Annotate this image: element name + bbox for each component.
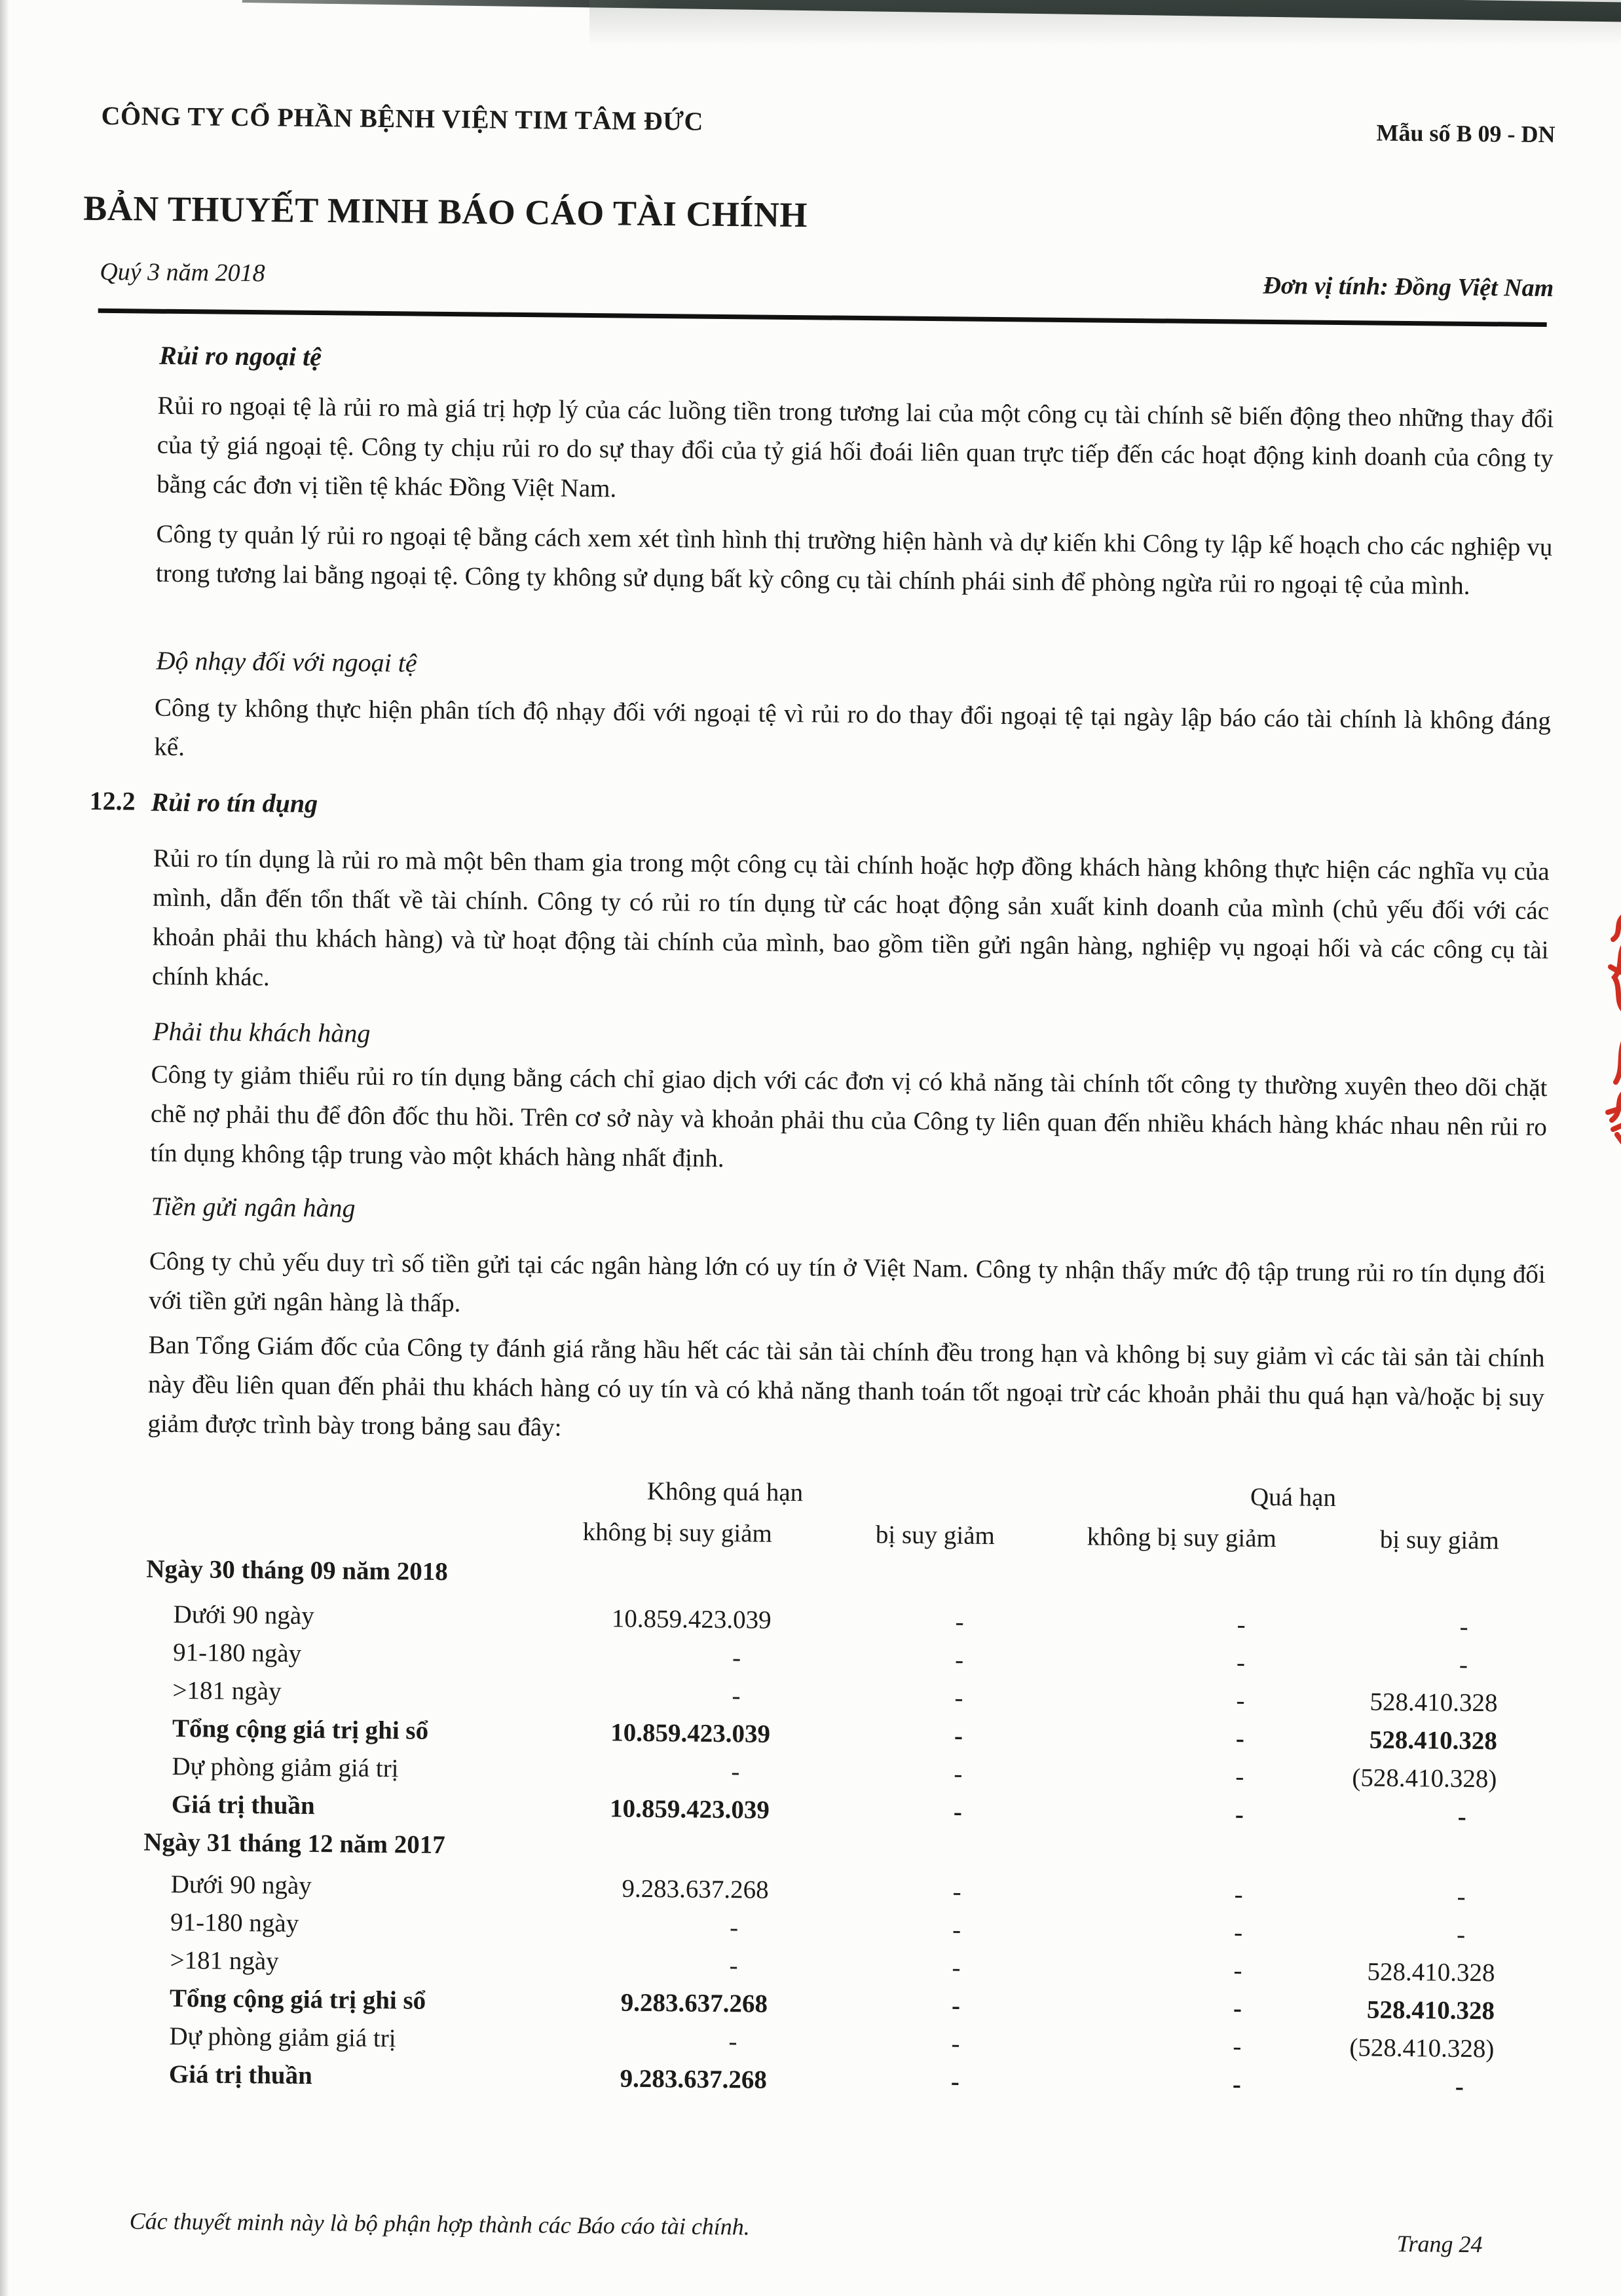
paragraph-fx-3: Công ty không thực hiện phân tích độ nhạy đối với ngoại tệ vì rủi ro do thay đổi ngoại tệ tại ngày lập báo cáo tài chính là không đáng kể.	[154, 693, 1552, 762]
heading-fx-sensitivity: Độ nhạy đối với ngoại tệ	[156, 645, 417, 678]
cell: -	[1457, 1802, 1467, 1831]
heading-bank-deposits: Tiền gửi ngân hàng	[151, 1191, 356, 1223]
cell: 528.410.328	[1366, 1995, 1495, 2025]
row-label: 91-180 ngày	[170, 1908, 299, 1938]
row-label: Dự phòng giảm giá trị	[169, 2022, 396, 2053]
cell: -	[1235, 1800, 1244, 1829]
table-date-row: Ngày 30 tháng 09 năm 2018	[146, 1554, 448, 1587]
row-label: Giá trị thuần	[171, 1790, 315, 1820]
group-header-overdue: Quá hạn	[1250, 1482, 1337, 1513]
cell: 9.283.637.268	[620, 2064, 768, 2094]
row-label: >181 ngày	[172, 1676, 282, 1706]
cell: -	[1455, 2072, 1464, 2101]
paragraph-credit-2: Công ty giảm thiểu rủi ro tín dụng bằng cách chỉ giao dịch với các đơn vị có khả năng tài chính tốt công ty thường xuyên theo dõi chặt chẽ nợ phải thu để đôn đốc thu hồi. Trên cơ sở này và khoản phải thu của Công ty liên quan đến nhiều khách hàng khác nhau nên rủi ro tín dụng không tập trung vào một khách hàng nhất định.	[150, 1060, 1548, 1173]
column-header: không bị suy giảm	[582, 1517, 773, 1548]
cell: 528.410.328	[1369, 1725, 1498, 1756]
table-date-row: Ngày 31 tháng 12 năm 2017	[143, 1828, 445, 1859]
paragraph-credit-4: Ban Tổng Giám đốc của Công ty đánh giá rằng hầu hết các tài sản tài chính đều trong hạn và không bị suy giảm vì các tài sản tài chính này đều liên quan đến phải thu khách hàng có uy tín và có khả năng thanh toán tốt ngoại trừ các khoản phải thu quá hạn và/hoặc bị suy giảm được trình bày trong bảng sau đây:	[147, 1330, 1545, 1442]
section-number: 12.2	[89, 785, 136, 816]
cell: -	[952, 1953, 961, 1982]
cell: -	[1459, 1650, 1468, 1679]
cell: -	[954, 1646, 964, 1674]
cell: -	[952, 1915, 961, 1944]
cell: 528.410.328	[1369, 1687, 1498, 1718]
cell: -	[954, 1760, 963, 1788]
cell: -	[951, 2029, 960, 2058]
heading-trade-receivables: Phải thu khách hàng	[152, 1016, 371, 1048]
column-header: không bị suy giảm	[1087, 1522, 1277, 1553]
cell: -	[1235, 1762, 1244, 1791]
cell: -	[731, 1758, 740, 1786]
form-number: Mẫu số B 09 - DN	[1376, 119, 1556, 148]
column-header: bị suy giảm	[1379, 1525, 1500, 1555]
row-label: Dưới 90 ngày	[170, 1870, 312, 1900]
currency-unit: Đơn vị tính: Đồng Việt Nam	[1263, 271, 1554, 303]
cell: -	[1233, 1994, 1242, 2023]
paragraph-credit-1: Rủi ro tín dụng là rủi ro mà một bên tham gia trong một công cụ tài chính hoặc hợp đồng khách hàng không thực hiện các nghĩa vụ của mình, dẫn đến tổn thất về tài chính. Công ty có rủi ro tín dụng từ các hoạt động sản xuất kinh doanh của mình (chủ yếu đối với các khoản phải thu khách hàng) và từ hoạt động tài chính của mình, bao gồm tiền gửi ngân hàng, nghiệp vụ ngoại hối và các công cụ tài chính khác.	[151, 844, 1550, 992]
row-label: 91-180 ngày	[172, 1638, 302, 1668]
row-label: Tổng cộng giá trị ghi sổ	[169, 1984, 426, 2015]
cell: -	[1233, 1956, 1242, 1985]
row-label: >181 ngày	[170, 1946, 279, 1976]
cell: 10.859.423.039	[611, 1604, 772, 1634]
row-label: Dự phòng giảm giá trị	[172, 1752, 399, 1783]
cell: (528.410.328)	[1352, 1763, 1497, 1794]
cell: 10.859.423.039	[610, 1718, 771, 1748]
cell: 10.859.423.039	[609, 1794, 770, 1824]
cell: -	[1236, 1648, 1246, 1677]
cell: -	[1236, 1686, 1245, 1715]
cell: -	[954, 1722, 963, 1750]
cell: -	[1233, 1918, 1243, 1947]
cell: -	[1459, 1612, 1468, 1641]
page-number: Trang 24	[1396, 2230, 1483, 2258]
header-rule	[98, 309, 1547, 327]
cell: -	[1457, 1882, 1466, 1911]
cell: -	[1237, 1610, 1246, 1639]
table-column-header-row	[147, 1511, 1499, 1558]
heading-credit-risk: Rủi ro tín dụng	[151, 787, 318, 819]
cell: -	[950, 2067, 960, 2096]
cell: 528.410.328	[1367, 1957, 1495, 1987]
column-header-empty	[147, 1511, 455, 1549]
cell: -	[729, 1951, 738, 1980]
red-stamp-mark	[1595, 904, 1621, 1166]
paragraph-credit-3: Công ty chủ yếu duy trì số tiền gửi tại các ngân hàng lớn có uy tín ở Việt Nam. Công ty nhận thấy mức độ tập trung rủi ro tín dụng đối với tiền gửi ngân hàng là thấp.	[149, 1247, 1546, 1318]
cell: -	[728, 2027, 737, 2056]
cell: -	[732, 1682, 741, 1710]
cell: -	[1235, 1724, 1245, 1753]
cell: -	[1232, 2070, 1242, 2099]
cell: -	[1233, 2032, 1242, 2061]
column-header: bị suy giảm	[875, 1520, 996, 1551]
cell: -	[951, 1991, 961, 2020]
cell: -	[953, 1797, 963, 1826]
page-title: BẢN THUYẾT MINH BÁO CÁO TÀI CHÍNH	[83, 188, 808, 235]
cell: -	[732, 1644, 741, 1672]
company-name: CÔNG TY CỔ PHẦN BỆNH VIỆN TIM TÂM ĐỨC	[101, 100, 704, 136]
paragraph-fx-2: Công ty quản lý rủi ro ngoại tệ bằng cách xem xét tình hình thị trường hiện hành và dự kiến khi Công ty lập kế hoạch cho các nghiệp vụ trong tương lai bằng ngoại tệ. Công ty không sử dụng bất kỳ công cụ tài chính phái sinh để phòng ngừa rủi ro ngoại tệ của mình.	[155, 519, 1553, 600]
cell: -	[955, 1608, 964, 1636]
footer-note: Các thuyết minh này là bộ phận hợp thành các Báo cáo tài chính.	[129, 2208, 750, 2240]
cell: 9.283.637.268	[620, 1988, 768, 2018]
cell: -	[954, 1684, 963, 1712]
heading-fx-risk: Rủi ro ngoại tệ	[158, 340, 322, 372]
cell: -	[952, 1877, 961, 1906]
cell: (528.410.328)	[1349, 2033, 1495, 2063]
cell: -	[1456, 1920, 1466, 1949]
cell: -	[729, 1913, 739, 1942]
group-header-not-overdue: Không quá hạn	[646, 1477, 804, 1507]
cell: -	[1234, 1880, 1243, 1909]
row-label: Giá trị thuần	[168, 2060, 313, 2090]
table-group-header-row	[147, 1470, 1500, 1513]
row-label: Tổng cộng giá trị ghi sổ	[172, 1714, 429, 1745]
row-label: Dưới 90 ngày	[173, 1600, 314, 1630]
paragraph-fx-1: Rủi ro ngoại tệ là rủi ro mà giá trị hợp lý của các luồng tiền trong tương lai của một công cụ tài chính sẽ biến động theo những thay đổi của tỷ giá ngoại tệ. Công ty chịu rủi ro do sự thay đổi của tỷ giá hối đoái liên quan trực tiếp đến các hoạt động kinh doanh của công ty bằng các đơn vị tiền tệ khác Đồng Việt Nam.	[157, 391, 1554, 503]
report-period: Quý 3 năm 2018	[100, 257, 265, 288]
cell: 9.283.637.268	[622, 1874, 769, 1904]
